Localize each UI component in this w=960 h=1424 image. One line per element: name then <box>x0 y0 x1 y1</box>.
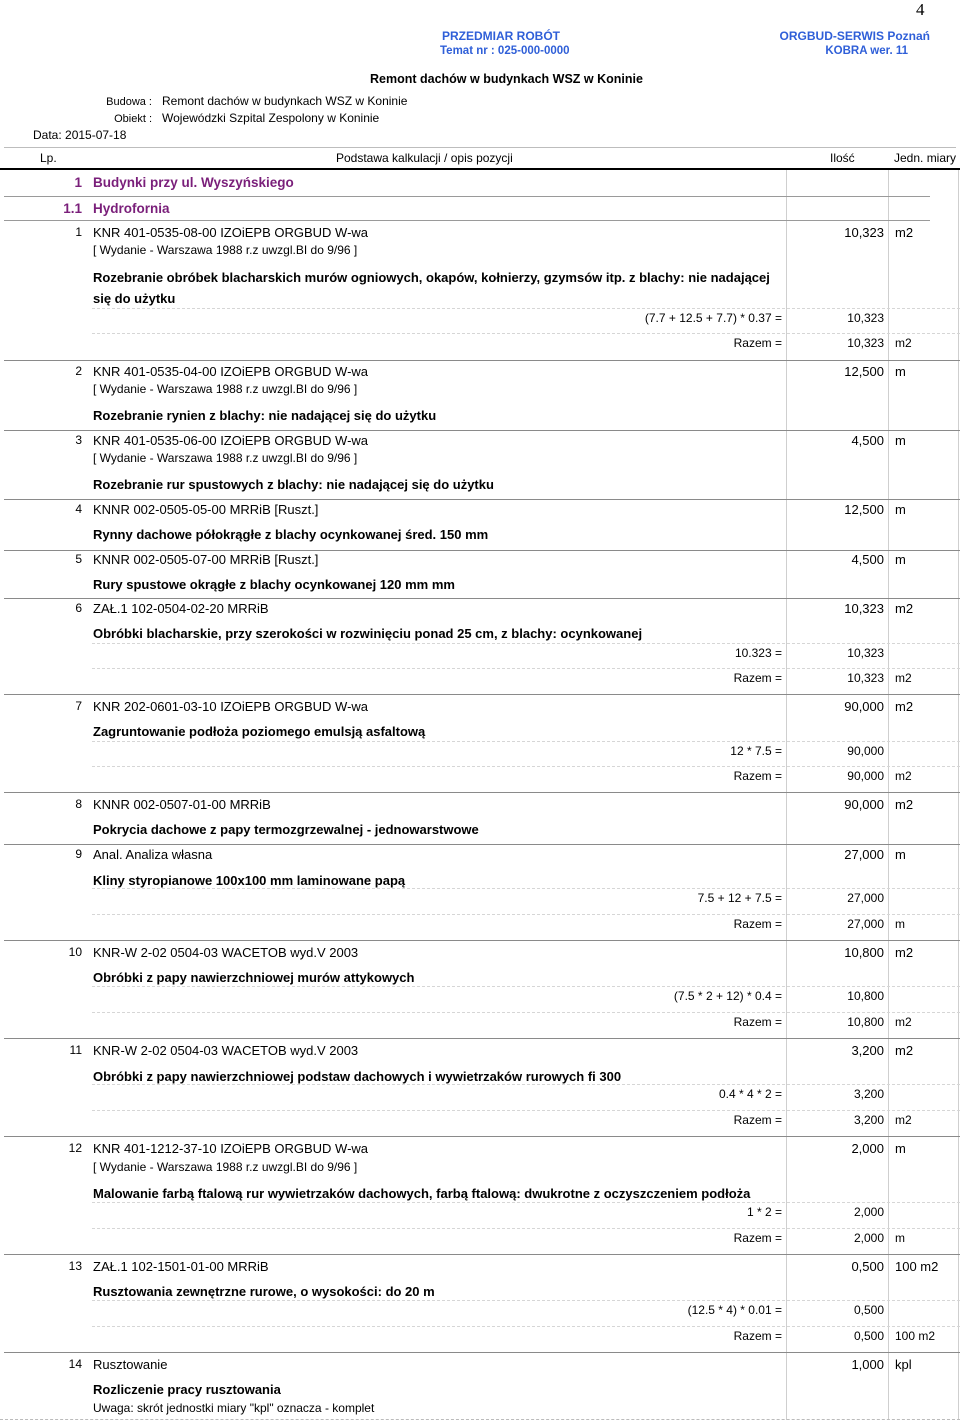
column-description: Podstawa kalkulacji / opis pozycji <box>336 151 513 165</box>
item-description: Obróbki z papy nawierzchniowej podstaw dachowych i wywietrzaków rurowych fi 300 <box>93 1069 622 1084</box>
item-lp: 5 <box>75 552 82 566</box>
item-unit: m <box>895 364 906 379</box>
razem-label: Razem = <box>733 671 782 685</box>
calc-value: 2,000 <box>853 1205 884 1219</box>
razem-value: 90,000 <box>847 769 884 783</box>
obiekt-label: Obiekt : <box>114 113 152 125</box>
item-basis: KNR 401-0535-04-00 IZOiEPB ORGBUD W-wa <box>93 364 369 379</box>
header-bottom-rule <box>0 168 960 170</box>
item-unit: m2 <box>895 225 914 240</box>
razem-unit: m2 <box>895 769 912 783</box>
document-type: PRZEDMIAR ROBÓT <box>442 29 560 43</box>
item-basis: KNR-W 2-02 0504-03 WACETOB wyd.V 2003 <box>93 1043 359 1058</box>
item-quantity: 12,500 <box>844 364 884 379</box>
software-version: KOBRA wer. 11 <box>825 45 908 57</box>
item-lp: 13 <box>68 1259 82 1273</box>
item-quantity: 0,500 <box>851 1259 884 1274</box>
razem-unit: m2 <box>895 671 912 685</box>
item-unit: m <box>895 847 906 862</box>
razem-unit: m2 <box>895 336 912 350</box>
calc-expression: (7.5 * 2 + 12) * 0.4 = <box>673 989 782 1003</box>
item-quantity: 10,800 <box>844 945 884 960</box>
calc-rule <box>92 643 960 644</box>
item-lp: 14 <box>68 1357 82 1371</box>
calc-expression: 10.323 = <box>734 646 782 660</box>
item-lp: 9 <box>75 847 82 861</box>
calc-expression: (12.5 * 4) * 0.01 = <box>687 1303 782 1317</box>
header-top-rule <box>4 147 956 148</box>
calc-rule <box>92 1084 960 1085</box>
calc-rule <box>92 1300 960 1301</box>
item-quantity: 90,000 <box>844 699 884 714</box>
calc-rule <box>92 888 960 889</box>
item-description: Obróbki blacharskie, przy szerokości w rozwinięciu ponad 25 cm, z blachy: ocynkowanej <box>93 626 643 641</box>
item-separator <box>4 499 960 500</box>
item-unit: m2 <box>895 699 914 714</box>
column-quantity: Ilość <box>830 151 855 165</box>
section-title: Hydrofornia <box>93 201 170 216</box>
item-description: Rynny dachowe półokrągłe z blachy ocynkowanej śred. 150 mm <box>93 527 489 542</box>
item-separator <box>4 1136 960 1137</box>
item-note: [ Wydanie - Warszawa 1988 r.z uwzgl.BI do 9/96 ] <box>93 243 358 257</box>
razem-value: 10,323 <box>847 336 884 350</box>
razem-label: Razem = <box>733 1329 782 1343</box>
razem-label: Razem = <box>733 1113 782 1127</box>
page-number: 4 <box>916 0 925 19</box>
razem-rule <box>92 1012 960 1013</box>
razem-value: 10,800 <box>847 1015 884 1029</box>
razem-rule <box>92 1326 960 1327</box>
page-bottom-rule <box>0 1419 960 1420</box>
item-description: Rozliczenie pracy rusztowania <box>93 1382 281 1397</box>
item-quantity: 90,000 <box>844 797 884 812</box>
item-quantity: 10,323 <box>844 601 884 616</box>
company-name: ORGBUD-SERWIS Poznań <box>779 29 930 43</box>
item-separator <box>4 694 960 695</box>
razem-unit: m <box>895 917 905 931</box>
item-description: Rozebranie rynien z blachy: nie nadającej się do użytku <box>93 408 437 423</box>
calc-value: 0,500 <box>853 1303 884 1317</box>
item-basis: KNR 401-0535-06-00 IZOiEPB ORGBUD W-wa <box>93 433 369 448</box>
razem-label: Razem = <box>733 769 782 783</box>
item-lp: 6 <box>75 601 82 615</box>
calc-value: 10,323 <box>847 646 884 660</box>
item-description: się do użytku <box>93 291 176 306</box>
razem-value: 2,000 <box>853 1231 884 1245</box>
item-separator <box>4 940 960 941</box>
calc-rule <box>92 308 960 309</box>
item-separator <box>4 1038 960 1039</box>
item-lp: 2 <box>75 364 82 378</box>
item-remark: Uwaga: skrót jednostki miary "kpl" oznacza - komplet <box>93 1401 375 1415</box>
calc-expression: 0.4 * 4 * 2 = <box>718 1087 782 1101</box>
razem-rule <box>92 914 960 915</box>
razem-rule <box>92 1228 960 1229</box>
calc-value: 10,323 <box>847 311 884 325</box>
item-unit: m2 <box>895 797 914 812</box>
column-divider <box>888 170 889 1420</box>
item-separator <box>4 550 960 551</box>
calc-value: 27,000 <box>847 891 884 905</box>
item-unit: m2 <box>895 601 914 616</box>
topic-number: Temat nr : 025-000-0000 <box>440 45 570 57</box>
item-unit: m <box>895 552 906 567</box>
item-lp: 1 <box>75 225 82 239</box>
razem-unit: m2 <box>895 1015 912 1029</box>
section-number: 1.1 <box>63 201 82 216</box>
item-note: [ Wydanie - Warszawa 1988 r.z uwzgl.BI do 9/96 ] <box>93 382 358 396</box>
item-basis: KNNR 002-0505-05-00 MRRiB [Ruszt.] <box>93 502 319 517</box>
item-description: Rury spustowe okrągłe z blachy ocynkowanej 120 mm mm <box>93 577 455 592</box>
item-unit: kpl <box>895 1357 912 1372</box>
item-unit: m <box>895 1141 906 1156</box>
obiekt-value: Wojewódzki Szpital Zespolony w Koninie <box>162 111 380 125</box>
item-basis: KNR 401-0535-08-00 IZOiEPB ORGBUD W-wa <box>93 225 369 240</box>
razem-label: Razem = <box>733 1015 782 1029</box>
item-basis: KNNR 002-0505-07-00 MRRiB [Ruszt.] <box>93 552 319 567</box>
item-separator <box>4 360 960 361</box>
item-lp: 10 <box>68 945 82 959</box>
section-number: 1 <box>74 175 82 190</box>
razem-label: Razem = <box>733 917 782 931</box>
item-description: Malowanie farbą ftalową rur wywietrzaków dachowych, farbą ftalową: dwukrotne z oczyszczeniem podłoża <box>93 1186 751 1201</box>
item-separator <box>4 598 960 599</box>
document-date: Data: 2015-07-18 <box>33 128 127 142</box>
calc-value: 90,000 <box>847 744 884 758</box>
item-separator <box>4 844 960 845</box>
razem-value: 10,323 <box>847 671 884 685</box>
item-unit: m2 <box>895 1043 914 1058</box>
razem-unit: 100 m2 <box>895 1329 936 1343</box>
section-rule <box>4 196 930 197</box>
item-quantity: 4,500 <box>851 552 884 567</box>
item-basis: ZAŁ.1 102-0504-02-20 MRRiB <box>93 601 269 616</box>
budowa-value: Remont dachów w budynkach WSZ w Koninie <box>162 94 408 108</box>
calc-rule <box>92 986 960 987</box>
item-description: Rusztowania zewnętrzne rurowe, o wysokości: do 20 m <box>93 1284 435 1299</box>
item-lp: 8 <box>75 797 82 811</box>
section-title: Budynki przy ul. Wyszyńskiego <box>93 175 294 190</box>
item-basis: KNNR 002-0507-01-00 MRRiB <box>93 797 271 812</box>
razem-rule <box>92 766 960 767</box>
item-description: Kliny styropianowe 100x100 mm laminowane papą <box>93 873 406 888</box>
razem-unit: m <box>895 1231 905 1245</box>
calc-expression: 7.5 + 12 + 7.5 = <box>697 891 782 905</box>
calc-expression: 12 * 7.5 = <box>730 744 782 758</box>
calc-value: 3,200 <box>853 1087 884 1101</box>
item-unit: m <box>895 433 906 448</box>
item-separator <box>4 430 960 431</box>
item-separator <box>4 1254 960 1255</box>
item-description: Pokrycia dachowe z papy termozgrzewalnej - jednowarstwowe <box>93 822 479 837</box>
item-basis: Anal. Analiza własna <box>93 847 213 862</box>
item-lp: 7 <box>75 699 82 713</box>
razem-value: 27,000 <box>847 917 884 931</box>
item-unit: 100 m2 <box>895 1259 939 1274</box>
item-description: Rozebranie rur spustowych z blachy: nie nadającej się do użytku <box>93 477 494 492</box>
razem-value: 3,200 <box>853 1113 884 1127</box>
column-divider <box>786 170 787 1420</box>
item-description: Rozebranie obróbek blacharskich murów ogniowych, okapów, kołnierzy, gzymsów itp. z blachy: nie nadającej <box>93 270 770 285</box>
calc-expression: 1 * 2 = <box>746 1205 782 1219</box>
item-quantity: 4,500 <box>851 433 884 448</box>
item-lp: 3 <box>75 433 82 447</box>
item-description: Obróbki z papy nawierzchniowej murów attykowych <box>93 970 415 985</box>
item-separator <box>4 792 960 793</box>
item-quantity: 12,500 <box>844 502 884 517</box>
item-unit: m2 <box>895 945 914 960</box>
razem-unit: m2 <box>895 1113 912 1127</box>
column-divider <box>958 170 959 1420</box>
item-quantity: 27,000 <box>844 847 884 862</box>
item-basis: ZAŁ.1 102-1501-01-00 MRRiB <box>93 1259 269 1274</box>
item-lp: 4 <box>75 502 82 516</box>
item-lp: 12 <box>68 1141 82 1155</box>
item-description: Zagruntowanie podłoża poziomego emulsją asfaltową <box>93 724 426 739</box>
item-quantity: 1,000 <box>851 1357 884 1372</box>
item-quantity: 10,323 <box>844 225 884 240</box>
column-lp: Lp. <box>40 151 57 165</box>
razem-label: Razem = <box>733 336 782 350</box>
razem-label: Razem = <box>733 1231 782 1245</box>
document-title: Remont dachów w budynkach WSZ w Koninie <box>370 72 643 86</box>
section-rule <box>4 220 930 221</box>
item-unit: m <box>895 502 906 517</box>
razem-rule <box>92 1110 960 1111</box>
calc-value: 10,800 <box>847 989 884 1003</box>
item-separator <box>4 1352 960 1353</box>
razem-rule <box>92 668 960 669</box>
calc-rule <box>92 741 960 742</box>
item-basis: KNR 401-1212-37-10 IZOiEPB ORGBUD W-wa <box>93 1141 369 1156</box>
calc-rule <box>92 1202 960 1203</box>
item-note: [ Wydanie - Warszawa 1988 r.z uwzgl.BI do 9/96 ] <box>93 451 358 465</box>
item-note: [ Wydanie - Warszawa 1988 r.z uwzgl.BI do 9/96 ] <box>93 1160 358 1174</box>
item-lp: 11 <box>69 1043 82 1057</box>
calc-expression: (7.7 + 12.5 + 7.7) * 0.37 = <box>644 311 782 325</box>
item-basis: KNR 202-0601-03-10 IZOiEPB ORGBUD W-wa <box>93 699 369 714</box>
item-quantity: 2,000 <box>851 1141 884 1156</box>
razem-value: 0,500 <box>853 1329 884 1343</box>
item-basis: KNR-W 2-02 0504-03 WACETOB wyd.V 2003 <box>93 945 359 960</box>
column-unit: Jedn. miary <box>894 151 957 165</box>
item-quantity: 3,200 <box>851 1043 884 1058</box>
budowa-label: Budowa : <box>106 96 152 108</box>
razem-rule <box>92 333 960 334</box>
item-basis: Rusztowanie <box>93 1357 168 1372</box>
